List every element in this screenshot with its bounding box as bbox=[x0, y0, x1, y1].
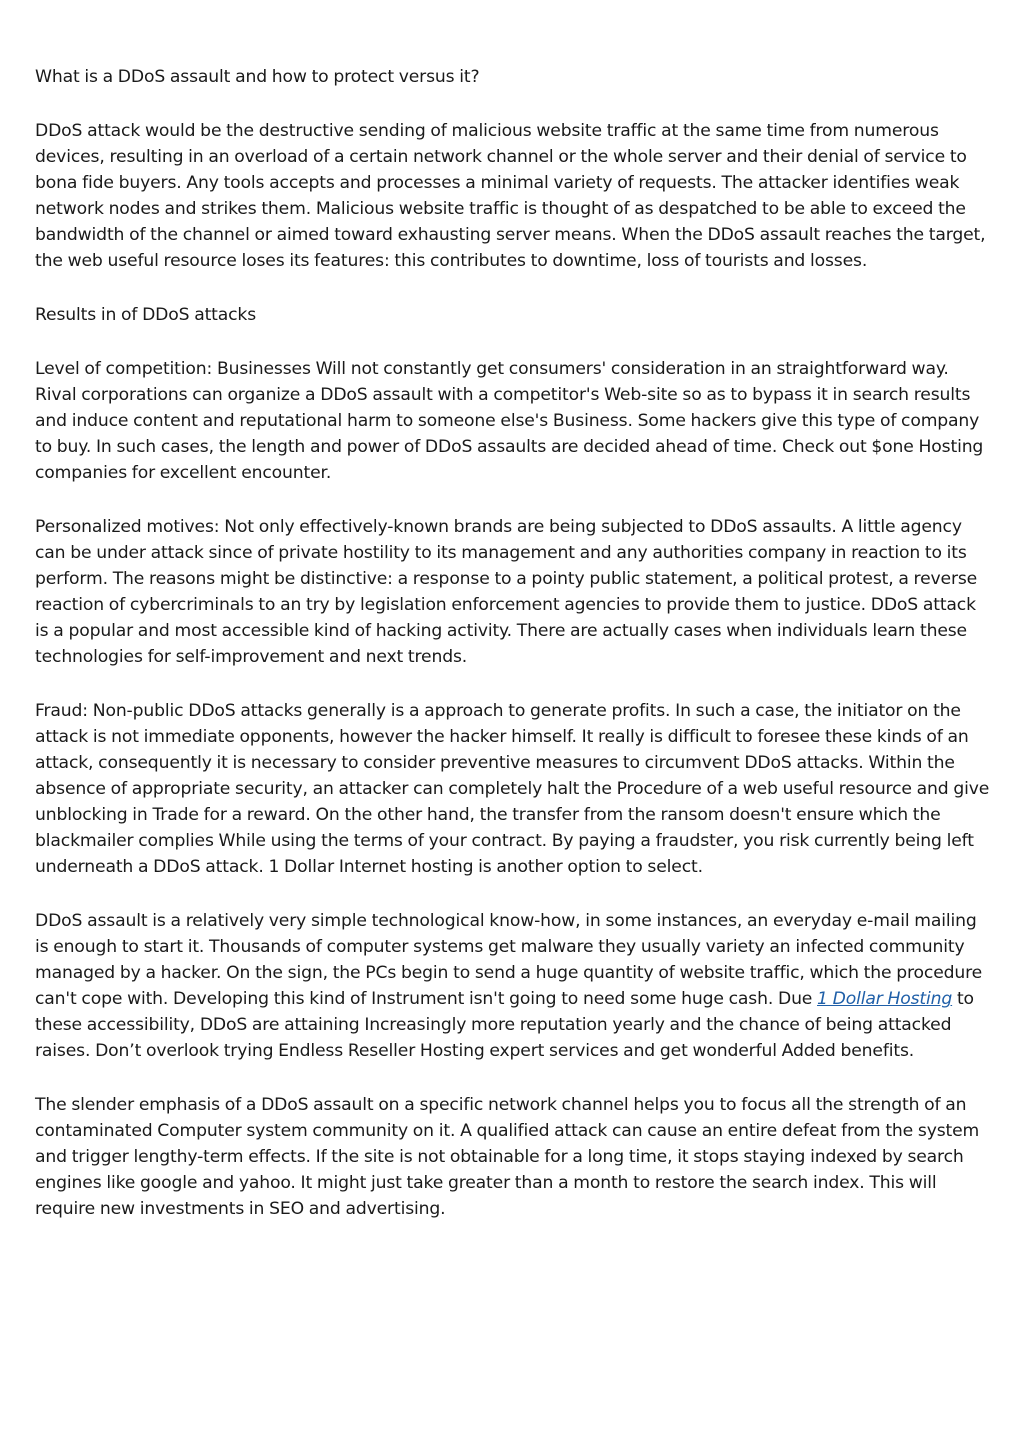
paragraph-text-after-link: to these accessibility, DDoS are attaining Increasingly more reputation yearly and the chance of being attacked raises. Don’t overlook trying Endless Reseller Hosting expert services and get wonderful Added benefits. bbox=[35, 989, 974, 1061]
page-title: What is a DDoS assault and how to protect versus it? bbox=[35, 67, 480, 87]
dollar-hosting-link[interactable]: 1 Dollar Hosting bbox=[817, 989, 953, 1009]
motives-paragraph: Personalized motives: Not only effectively-known brands are being subjected to DDoS assaults. A little agency can be under attack since of private hostility to its management and any authorities company in reaction to its perform. The reasons might be distinctive: a response to a pointy public statement, a political protest, a reverse reaction of cybercriminals to an try by legislation enforcement agencies to provide them to justice. DDoS attack is a popular and most accessible kind of hacking activity. There are actually cases when individuals learn these technologies for self-improvement and next trends. bbox=[35, 517, 978, 667]
paragraph-text-before-link: DDoS assault is a relatively very simple technological know-how, in some instances, an everyday e-mail mailing is enough to start it. Thousands of computer systems get malware they usually variety an infected community managed by a hacker. On the sign, the PCs begin to send a huge quantity of website traffic, which the procedure can't cope with. Developing this kind of Instrument isn't going to need some huge cash. Due bbox=[35, 911, 983, 1009]
fraud-paragraph: Fraud: Non-public DDoS attacks generally is a approach to generate profits. In such a case, the initiator on the attack is not immediate opponents, however the hacker himself. It really is difficult to foresee these kinds of an attack, consequently it is necessary to consider preventive measures to circumvent DDoS attacks. Within the absence of appropriate security, an attacker can completely halt the Procedure of a web useful resource and give unblocking in Trade for a reward. On the other hand, the transfer from the ransom doesn't ensure which the blackmailer complies While using the terms of your contract. By paying a fraudster, you risk currently being left underneath a DDoS attack. 1 Dollar Internet hosting is another option to select. bbox=[35, 701, 990, 877]
competition-paragraph: Level of competition: Businesses Will not constantly get consumers' consideration in an straightforward way. Rival corporations can organize a DDoS assault with a competitor's Web-site so as to bypass it in search results and induce content and reputational harm to someone else's Business. Some hackers give this type of company to buy. In such cases, the length and power of DDoS assaults are decided ahead of time. Check out $one Hosting companies for excellent encounter. bbox=[35, 359, 984, 483]
document-body bbox=[35, 64, 990, 1250]
section-heading: Results in of DDoS attacks bbox=[35, 305, 257, 325]
emphasis-paragraph: The slender emphasis of a DDoS assault on a specific network channel helps you to focus all the strength of an contaminated Computer system community on it. A qualified attack can cause an entire defeat from the system and trigger lengthy-term effects. If the site is not obtainable for a long time, it stops staying indexed by search engines like google and yahoo. It might just take greater than a month to restore the search index. This will require new investments in SEO and advertising. bbox=[35, 1095, 980, 1219]
intro-paragraph: DDoS attack would be the destructive sending of malicious website traffic at the same time from numerous devices, resulting in an overload of a certain network channel or the whole server and their denial of service to bona fide buyers. Any tools accepts and processes a minimal variety of requests. The attacker identifies weak network nodes and strikes them. Malicious website traffic is thought of as despatched to be able to exceed the bandwidth of the channel or aimed toward exhausting server means. When the DDoS assault reaches the target, the web useful resource loses its features: this contributes to downtime, loss of tourists and losses. bbox=[35, 121, 986, 271]
simple-technology-paragraph bbox=[35, 908, 990, 1064]
